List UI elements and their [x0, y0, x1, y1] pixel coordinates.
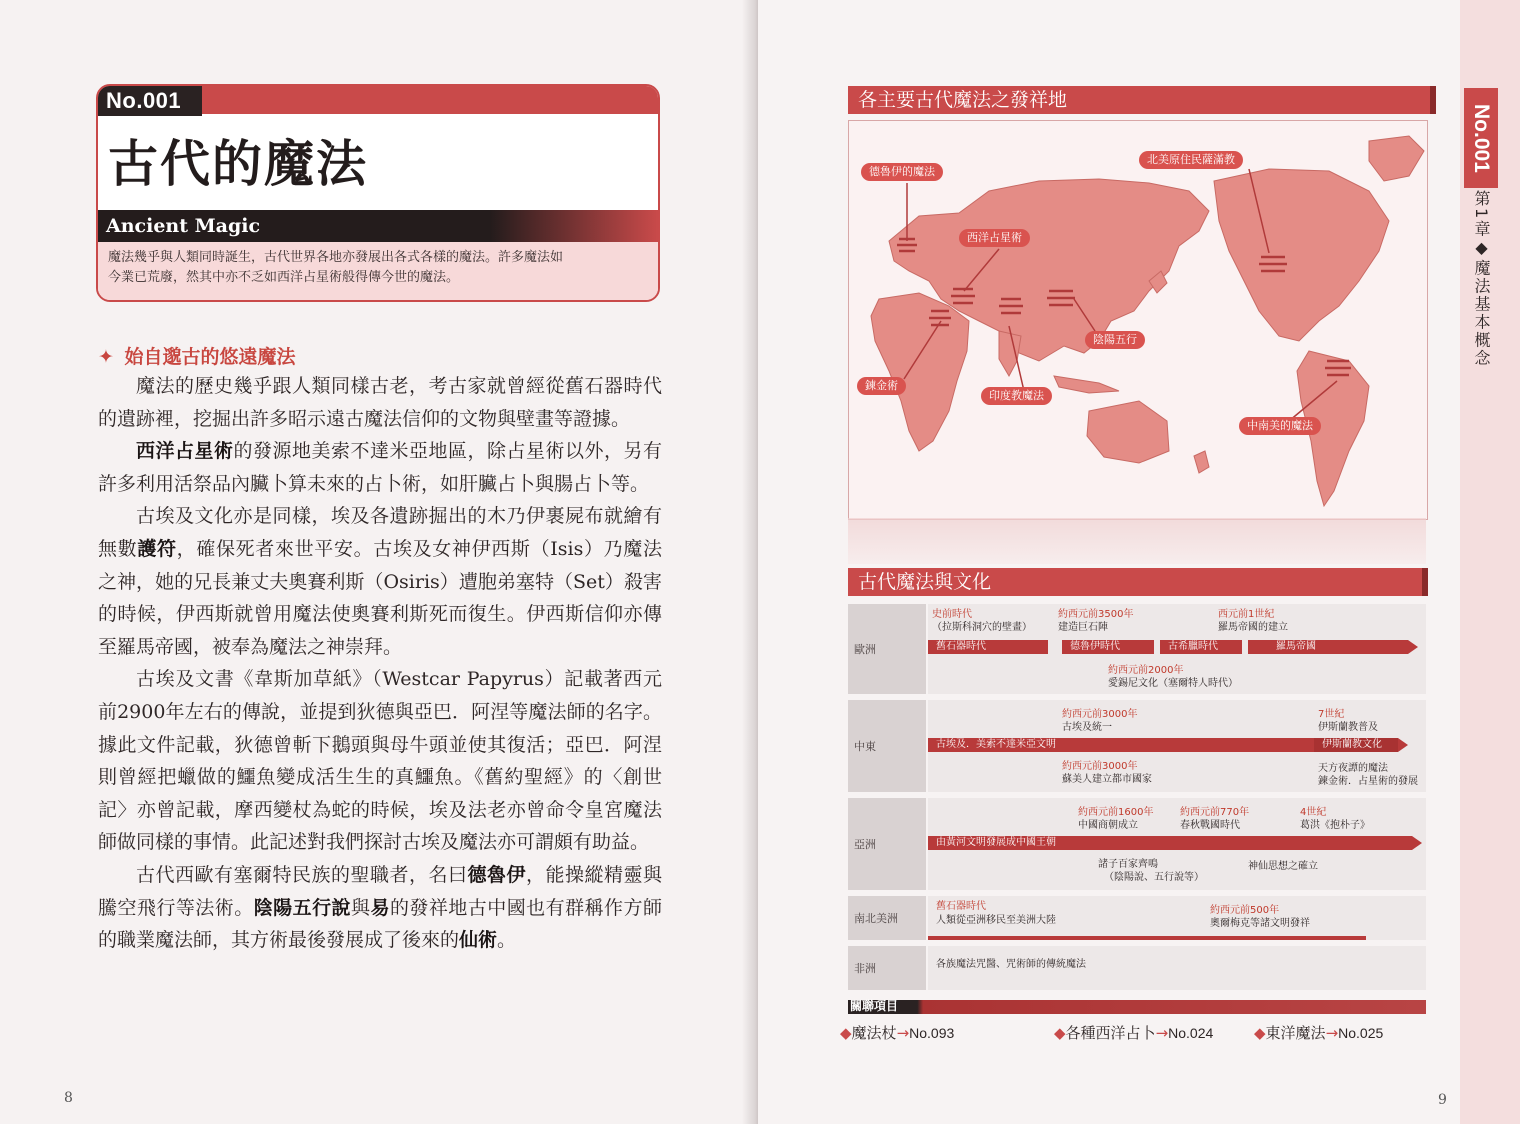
page-number-left: 8 [64, 1090, 73, 1106]
arrow-tip-icon [1412, 836, 1422, 850]
timeline-event-date: 史前時代 [932, 609, 972, 620]
map-label-astrology: 西洋占星術 [959, 229, 1030, 247]
body-text-run: ，能操縱精靈與騰空飛行等法術。 [98, 863, 662, 919]
bold-term: 西洋占星術 [136, 440, 234, 463]
bold-term: 陰陽五行說 [253, 896, 352, 919]
timeline-event-desc: 蘇美人建立都市國家 [1062, 774, 1152, 785]
diamond-icon: ◆ [1254, 1024, 1266, 1042]
timeline-event-desc: （拉斯科洞穴的壁畫） [932, 622, 1032, 633]
map-label-latam: 中南美的魔法 [1239, 417, 1321, 435]
timeline-event-date: 約西元前2000年 [1108, 665, 1184, 676]
timeline-row-body [928, 896, 1426, 940]
body-text-run: 古埃及文書《韋斯加草紙》（Westcar Papyrus）記載著西元前2900年左右的傳說，並提到狄德與亞巴．阿涅等魔法師的名字。據此文件記載，狄德曾斬下鵝頭與母牛頭並使其復活；亞巴．阿涅則曾經把蠟做的鱷魚變成活生生的真鱷魚。《舊約聖經》的〈創世記〉亦曾記載，摩西變杖為蛇的時候，埃及法老亦曾命令皇宮魔法師做同樣的事情。此記述對我們探討古埃及魔法亦可謂頗有助益。 [98, 668, 662, 854]
timeline-event-date: 約西元前3000年 [1062, 761, 1138, 772]
landmass-india [999, 331, 1021, 376]
bold-term: 易 [370, 896, 390, 919]
timeline-row-americas [848, 896, 1426, 940]
arrow-tip-icon [1408, 640, 1418, 654]
timeline-event-desc: 古埃及統一 [1062, 722, 1112, 733]
timeline-event-desc: 鍊金術．占星術的發展 [1318, 776, 1418, 787]
timeline-period-arrow: 伊斯蘭教文化 [1314, 738, 1398, 752]
related-link-label: 各種西洋占卜 [1065, 1024, 1156, 1042]
timeline-event-date: 約西元前3000年 [1062, 709, 1138, 720]
bold-term: 護符 [137, 537, 177, 560]
related-link-ref: No.025 [1338, 1025, 1384, 1041]
timeline-region-label: 中東 [848, 700, 926, 792]
landmass-north-america [1214, 169, 1389, 341]
timeline-period-arrow: 德魯伊時代 [1062, 640, 1154, 654]
timeline-period-arrow: 古埃及．美索不達米亞文明 [928, 738, 1314, 752]
arrow-right-icon: → [896, 1024, 910, 1042]
intro-text [108, 248, 648, 288]
timeline-event-desc: 天方夜譚的魔法 [1318, 763, 1388, 774]
article-body [98, 370, 662, 957]
intro-line: 今業已荒廢，然其中亦不乏如西洋占星術般得傳今世的魔法。 [108, 270, 460, 285]
timeline-row-asia [848, 798, 1426, 890]
article-title: 古代的魔法 [108, 135, 368, 193]
timeline-underline [928, 936, 1366, 940]
body-text-run: ，確保死者來世平安。古埃及女神伊西斯（Isis）乃魔法之神，她的兄長兼丈夫奧賽利斯（Osiris）遭胞弟塞特（Set）殺害的時候，伊西斯就曾用魔法使奧賽利斯死而復生。伊西斯信仰亦傳至羅馬帝國，被奉為魔法之神崇拜。 [98, 537, 662, 658]
diamond-icon: ◆ [840, 1024, 852, 1042]
intro-line: 魔法幾乎與人類同時誕生，古代世界各地亦發展出各式各樣的魔法。許多魔法如 [108, 250, 564, 265]
side-tab-number: No.001 [1464, 88, 1498, 188]
body-paragraph [98, 859, 662, 957]
body-paragraph [98, 663, 662, 859]
timeline-period-arrow: 由黃河文明發展成中國王朝 [928, 836, 1412, 850]
map-label-shaman: 北美原住民薩滿教 [1139, 151, 1243, 169]
map-label-hindu: 印度教魔法 [981, 387, 1052, 405]
timeline-row-africa [848, 946, 1426, 990]
timeline-period-arrow: 舊石器時代 [928, 640, 1048, 654]
timeline-event-desc: 中國商朝成立 [1078, 820, 1138, 831]
timeline-region-label: 南北美洲 [848, 896, 926, 940]
map-label-druid: 德魯伊的魔法 [861, 163, 943, 181]
related-link-label: 東洋魔法 [1265, 1024, 1326, 1042]
timeline-event-desc: 愛錫尼文化（塞爾特人時代） [1108, 678, 1238, 689]
timeline-row-body [928, 946, 1426, 990]
diamond-sparkle-icon: ✦ [98, 346, 114, 368]
body-paragraph [98, 435, 662, 500]
timeline-event-date: 7世紀 [1318, 709, 1345, 720]
related-items-bar [848, 1000, 1426, 1014]
article-number-tag: No.001 [98, 86, 202, 116]
landmass-australia [1087, 401, 1169, 463]
body-paragraph [98, 370, 662, 435]
timeline-period-arrow: 古希臘時代 [1160, 640, 1242, 654]
timeline-event-date: 約西元前3500年 [1058, 609, 1134, 620]
timeline-event-desc: 葛洪《抱朴子》 [1300, 820, 1370, 831]
timeline-region-label: 歐洲 [848, 604, 926, 694]
related-link[interactable] [1054, 1022, 1213, 1043]
timeline-event-desc: 奧爾梅克等諸文明發祥 [1210, 918, 1310, 929]
map-label-alchemy: 鍊金術 [857, 377, 906, 395]
landmass-new-zealand [1194, 451, 1209, 473]
map-label-yinyang: 陰陽五行 [1085, 331, 1145, 349]
timeline-event-desc: 人類從亞洲移民至美洲大陸 [936, 915, 1056, 926]
timeline-region-label: 亞洲 [848, 798, 926, 890]
right-page [758, 0, 1520, 1124]
body-text-run: 的發源地美索不達米亞地區，除占星術以外，另有許多利用活祭品內臟卜算未來的占卜術，如肝臟占卜與腸占卜等。 [98, 440, 662, 495]
arrow-right-icon: → [1325, 1024, 1339, 1042]
landmass-greenland [1369, 136, 1424, 181]
timeline-event-date: 約西元前770年 [1180, 807, 1250, 818]
timeline-event-desc: 伊斯蘭教普及 [1318, 722, 1378, 733]
related-link-label: 魔法杖 [851, 1024, 897, 1042]
timeline-event-date: 約西元前1600年 [1078, 807, 1154, 818]
timeline-row-body [928, 798, 1426, 890]
timeline-event-desc: 諸子百家齊鳴 [1098, 859, 1158, 870]
timeline-row-body [928, 700, 1426, 792]
timeline-event-desc: 建造巨石陣 [1058, 622, 1108, 633]
faded-divider-band [848, 518, 1426, 564]
section-heading [98, 342, 296, 369]
body-text-run: 古埃及文化亦是同樣，埃及各遺跡掘出的木乃伊裹屍布就繪有無數 [98, 505, 662, 560]
related-link-ref: No.093 [909, 1025, 955, 1041]
related-link[interactable] [840, 1022, 954, 1043]
left-page [0, 0, 758, 1124]
bold-term: 仙術 [459, 929, 498, 952]
body-text-run: 與 [351, 896, 371, 919]
timeline-section-title: 古代魔法與文化 [848, 568, 1428, 596]
timeline-region-label: 非洲 [848, 946, 926, 990]
timeline-row-body [928, 604, 1426, 694]
timeline-row-europe [848, 604, 1426, 694]
body-text-run: 。 [497, 929, 517, 952]
body-paragraph [98, 500, 662, 663]
article-header-box [96, 84, 660, 302]
timeline-event-desc: 各族魔法咒醫、咒術師的傳統魔法 [936, 959, 1086, 970]
timeline-event-desc: 春秋戰國時代 [1180, 820, 1240, 831]
side-tab-chapter: 第1章◆魔法基本概念 [1472, 190, 1491, 368]
page-number-right: 9 [1438, 1092, 1447, 1108]
landmass-indonesia [1054, 376, 1119, 393]
timeline-event-date: 舊石器時代 [936, 901, 986, 912]
arrow-right-icon: → [1155, 1024, 1169, 1042]
timeline-event-date: 西元前1世紀 [1218, 609, 1275, 620]
timeline-event-desc: 羅馬帝國的建立 [1218, 622, 1288, 633]
related-link[interactable] [1254, 1022, 1383, 1043]
world-map [848, 120, 1428, 520]
map-section-title: 各主要古代魔法之發祥地 [848, 86, 1436, 114]
timeline-row-middle-east [848, 700, 1426, 792]
landmass-africa [871, 293, 969, 451]
related-items-title: 關聯項目 [850, 999, 899, 1013]
timeline-period-arrow: 羅馬帝國 [1248, 640, 1408, 654]
diamond-icon: ◆ [1054, 1024, 1066, 1042]
body-text-run: 的發祥地古中國也有群稱作方師的職業魔法師，其方術最後發展成了後來的 [98, 896, 662, 952]
body-text-run: 魔法的歷史幾乎跟人類同樣古老，考古家就曾經從舊石器時代的遺跡裡，挖掘出許多昭示遠古魔法信仰的文物與壁畫等證據。 [98, 375, 662, 430]
bold-term: 德魯伊 [467, 863, 526, 886]
arrow-tip-icon [1398, 738, 1408, 752]
timeline-event-desc: 神仙思想之確立 [1248, 861, 1318, 872]
timeline-event-date: 約西元前500年 [1210, 905, 1280, 916]
timeline-event-desc: （陰陽說、五行說等） [1104, 872, 1204, 883]
section-heading-text: 始自邈古的悠遠魔法 [124, 346, 296, 368]
timeline-event-date: 4世紀 [1300, 807, 1327, 818]
related-link-ref: No.024 [1168, 1025, 1214, 1041]
article-subtitle: Ancient Magic [106, 215, 261, 237]
body-text-run: 古代西歐有塞爾特民族的聖職者，名曰 [136, 863, 468, 886]
